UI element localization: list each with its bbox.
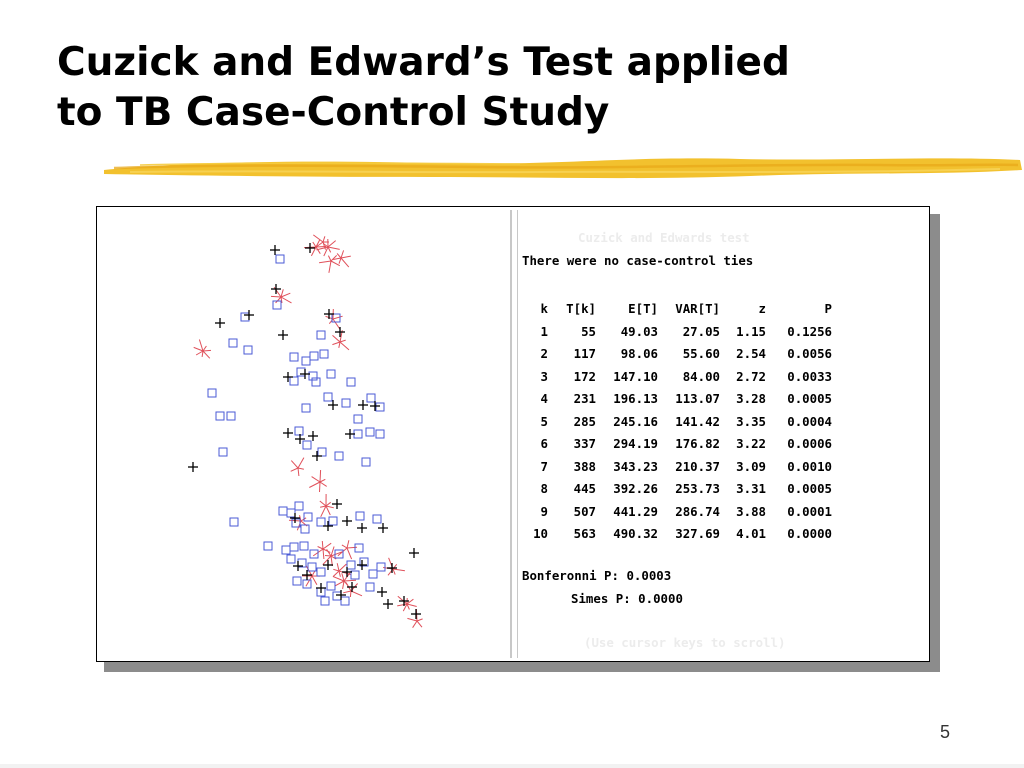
control-square-marker [327, 370, 335, 378]
results-row [518, 343, 832, 366]
case-link-line [341, 250, 344, 258]
control-square-marker [227, 412, 235, 420]
cell-e: 245.16 [613, 413, 658, 429]
control-square-marker [354, 415, 362, 423]
cell-e: 294.19 [613, 436, 658, 451]
control-square-marker [308, 563, 316, 571]
case-link-line [343, 591, 351, 593]
case-link-star [383, 558, 405, 576]
case-link-line [333, 319, 340, 329]
cell-t: 388 [573, 458, 596, 474]
case-plus-marker [383, 599, 393, 609]
cell-var: 27.05 [682, 323, 720, 339]
case-link-star [407, 609, 422, 628]
case-link-line [321, 506, 326, 517]
control-square-marker [366, 428, 374, 436]
control-square-marker [333, 592, 341, 600]
case-plus-marker [409, 548, 419, 558]
control-square-marker [317, 331, 325, 339]
case-plus-marker [377, 587, 387, 597]
control-square-marker [329, 517, 337, 525]
control-square-marker [318, 448, 326, 456]
cell-p: 0.0005 [787, 391, 832, 406]
case-link-line [325, 556, 331, 557]
control-square-marker [373, 515, 381, 523]
control-square-marker [297, 368, 305, 376]
case-link-line [312, 571, 315, 576]
cell-var: 113.07 [675, 391, 720, 406]
cell-e: 343.23 [613, 458, 658, 474]
cell-var: 55.60 [682, 346, 720, 361]
cell-k: 9 [540, 503, 548, 519]
case-link-line [320, 482, 321, 492]
map-plot-panel [100, 210, 512, 658]
case-link-line [339, 342, 340, 348]
case-link-line [203, 346, 206, 351]
results-row [518, 411, 832, 434]
control-square-marker [341, 597, 349, 605]
case-link-star [320, 494, 334, 517]
footer-rule [0, 764, 1024, 768]
cell-e: 196.13 [613, 391, 658, 406]
control-square-marker [300, 542, 308, 550]
control-square-marker [335, 452, 343, 460]
case-plus-marker [283, 372, 293, 382]
case-link-line [331, 255, 337, 261]
results-row [518, 523, 832, 546]
results-header-row [518, 298, 832, 321]
results-row [518, 388, 832, 411]
case-link-line [341, 256, 351, 258]
control-square-marker [321, 597, 329, 605]
case-control-map [100, 210, 510, 658]
control-square-marker [369, 570, 377, 578]
cell-t: 337 [573, 436, 596, 451]
control-square-marker [317, 518, 325, 526]
case-link-line [271, 296, 281, 297]
results-row [518, 501, 832, 524]
control-square-marker [290, 377, 298, 385]
col-header-t: T[k] [566, 301, 596, 316]
case-link-line [320, 479, 325, 482]
case-link-line [316, 247, 326, 248]
control-square-marker [312, 378, 320, 386]
case-plus-marker [357, 560, 367, 570]
control-square-marker [229, 339, 237, 347]
case-link-line [337, 563, 339, 571]
case-link-line [312, 576, 317, 585]
highlighter-underline [100, 150, 1024, 188]
case-link-line [328, 256, 331, 261]
cell-t: 285 [573, 413, 596, 429]
cell-p: 0.0001 [787, 503, 832, 519]
control-square-marker [351, 571, 359, 579]
control-square-marker [302, 357, 310, 365]
case-link-line [319, 261, 331, 263]
case-plus-marker [271, 284, 281, 294]
cell-t: 507 [573, 503, 596, 519]
results-row [518, 433, 832, 456]
case-plus-marker [312, 451, 322, 461]
analysis-window [96, 206, 930, 662]
control-square-marker [273, 301, 281, 309]
case-link-line [329, 261, 331, 273]
cell-z: 3.31 [736, 481, 766, 496]
ties-message: There were no case-control ties [522, 253, 754, 268]
case-link-line [339, 564, 346, 571]
cell-t: 117 [573, 346, 596, 361]
case-link-line [393, 569, 405, 571]
console-header: Cuzick and Edwards test [578, 230, 750, 245]
cell-var: 210.37 [675, 458, 720, 474]
case-link-line [340, 340, 346, 342]
case-link-line [342, 545, 347, 548]
case-plus-marker [270, 245, 280, 255]
slide-title [57, 38, 790, 138]
case-link-line [323, 543, 331, 549]
case-plus-marker [188, 462, 198, 472]
cell-t: 445 [573, 481, 596, 496]
case-link-line [326, 502, 331, 506]
cell-z: 3.28 [736, 391, 766, 406]
case-link-line [337, 254, 341, 259]
cell-k: 10 [533, 526, 548, 541]
cell-k: 4 [540, 391, 548, 406]
case-link-line [393, 569, 395, 575]
case-link-line [323, 549, 324, 559]
results-panel[interactable] [517, 210, 926, 658]
control-square-marker [301, 525, 309, 533]
case-link-line [320, 501, 326, 506]
cell-z: 3.22 [736, 436, 766, 451]
case-link-line [313, 242, 316, 247]
case-link-line [347, 540, 349, 548]
case-link-line [276, 297, 281, 303]
case-link-star [323, 547, 343, 566]
case-link-line [398, 596, 407, 604]
cell-t: 231 [573, 391, 596, 406]
results-body [518, 321, 832, 546]
results-row [518, 321, 832, 344]
case-link-line [397, 604, 407, 606]
control-square-marker [287, 555, 295, 563]
cell-z: 1.15 [736, 323, 766, 339]
cell-z: 3.35 [736, 413, 766, 429]
cell-k: 7 [540, 458, 548, 474]
case-plus-marker [387, 563, 397, 573]
cell-e: 49.03 [620, 323, 658, 339]
control-square-marker [327, 582, 335, 590]
control-square-marker [310, 550, 318, 558]
control-square-marker [347, 378, 355, 386]
cell-z: 2.54 [736, 346, 766, 361]
case-link-line [291, 461, 298, 468]
case-link-star [397, 596, 417, 611]
case-link-line [327, 549, 331, 556]
control-square-marker [376, 430, 384, 438]
control-square-marker [302, 404, 310, 412]
cell-p: 0.0033 [787, 368, 832, 384]
control-square-marker [241, 313, 249, 321]
cell-z: 2.72 [736, 368, 766, 384]
cell-k: 2 [540, 346, 548, 361]
cell-k: 6 [540, 436, 548, 451]
case-link-line [203, 350, 211, 351]
control-square-marker [366, 583, 374, 591]
control-square-marker [219, 448, 227, 456]
control-square-marker [377, 563, 385, 571]
control-square-marker [356, 512, 364, 520]
cell-e: 147.10 [613, 368, 658, 384]
cell-p: 0.0010 [787, 458, 832, 474]
control-square-marker [304, 513, 312, 521]
cell-p: 0.0000 [787, 526, 832, 541]
cell-t: 563 [573, 526, 596, 541]
cell-var: 141.42 [675, 413, 720, 429]
control-square-marker [355, 544, 363, 552]
case-link-line [281, 297, 292, 303]
case-link-line [328, 247, 340, 249]
case-link-line [196, 351, 203, 355]
col-header-k: k [540, 301, 548, 316]
case-link-line [335, 581, 344, 586]
case-link-line [322, 541, 323, 549]
case-link-line [417, 621, 422, 627]
control-square-marker [295, 502, 303, 510]
control-square-marker [293, 577, 301, 585]
case-plus-marker [411, 609, 421, 619]
case-link-line [199, 340, 203, 352]
cell-t: 172 [573, 368, 596, 384]
cell-e: 98.06 [620, 346, 658, 361]
results-row [518, 478, 832, 501]
case-plus-marker [278, 330, 288, 340]
case-link-line [328, 241, 336, 247]
control-square-marker [287, 509, 295, 517]
cell-var: 253.73 [675, 481, 720, 496]
cell-k: 5 [540, 413, 548, 429]
cell-e: 392.26 [613, 481, 658, 496]
cell-t: 55 [581, 323, 596, 339]
control-square-marker [303, 441, 311, 449]
case-link-line [312, 477, 320, 482]
case-link-line [331, 261, 340, 266]
case-link-star [332, 330, 349, 350]
slide-title-line-2: to TB Case-Control Study [57, 90, 610, 135]
case-link-line [333, 569, 339, 571]
control-square-marker [320, 350, 328, 358]
cell-p: 0.0005 [787, 481, 832, 496]
control-square-marker [264, 542, 272, 550]
col-header-p: P [824, 301, 832, 316]
case-plus-marker [342, 516, 352, 526]
cell-e: 490.32 [613, 526, 658, 541]
control-square-marker [230, 518, 238, 526]
cell-z: 3.88 [736, 503, 766, 519]
case-plus-marker [244, 310, 254, 320]
cell-z: 3.09 [736, 458, 766, 474]
case-plus-marker [283, 428, 293, 438]
page-number: 5 [940, 722, 951, 742]
case-link-line [333, 335, 341, 342]
bonferroni-line [522, 567, 671, 585]
results-table [518, 298, 832, 546]
cell-p: 0.1256 [787, 323, 832, 339]
scroll-hint: (Use cursor keys to scroll) [584, 635, 786, 650]
cell-z: 4.01 [736, 526, 766, 541]
control-square-marker [244, 346, 252, 354]
results-row [518, 366, 832, 389]
control-square-marker [309, 372, 317, 380]
cell-var: 84.00 [682, 368, 720, 384]
cell-var: 286.74 [675, 503, 720, 519]
control-square-marker [276, 255, 284, 263]
case-link-star [194, 340, 211, 359]
case-link-line [309, 482, 320, 488]
control-square-marker [342, 399, 350, 407]
cell-p: 0.0056 [787, 346, 832, 361]
cell-k: 3 [540, 368, 548, 384]
control-square-marker [279, 507, 287, 515]
col-header-z: z [758, 301, 766, 316]
control-square-marker [362, 458, 370, 466]
control-square-marker [208, 389, 216, 397]
bonferroni-label: Bonferonni P: [522, 568, 619, 583]
cell-e: 441.29 [613, 503, 658, 519]
case-plus-marker [308, 431, 318, 441]
case-link-line [203, 351, 210, 358]
cell-p: 0.0004 [787, 413, 832, 429]
case-link-star [333, 250, 351, 267]
control-square-marker [354, 430, 362, 438]
case-link-line [347, 548, 352, 559]
case-link-line [350, 591, 351, 597]
case-link-line [316, 247, 328, 250]
case-link-line [333, 576, 344, 581]
control-square-marker [310, 352, 318, 360]
control-square-marker [317, 568, 325, 576]
control-square-marker [347, 561, 355, 569]
case-plus-marker [357, 523, 367, 533]
cell-var: 176.82 [675, 436, 720, 451]
cell-var: 327.69 [675, 526, 720, 541]
case-link-line [413, 621, 417, 628]
case-plus-marker [215, 318, 225, 328]
control-square-marker [295, 427, 303, 435]
case-link-star [309, 470, 326, 492]
control-square-marker [376, 403, 384, 411]
case-link-line [340, 342, 349, 350]
control-square-marker [290, 353, 298, 361]
control-square-marker [324, 393, 332, 401]
control-square-marker [290, 543, 298, 551]
control-square-marker [367, 394, 375, 402]
case-plus-marker [378, 523, 388, 533]
col-header-var: VAR[T] [675, 301, 720, 316]
control-square-marker [216, 412, 224, 420]
case-link-line [313, 235, 323, 242]
case-plus-marker [347, 582, 357, 592]
case-link-line [323, 236, 325, 242]
case-link-line [332, 342, 340, 345]
results-row [518, 456, 832, 479]
col-header-e: E[T] [628, 301, 658, 316]
simes-line [571, 590, 683, 608]
case-link-line [333, 316, 343, 319]
case-plus-marker [335, 327, 345, 337]
case-link-line [333, 571, 339, 577]
cell-k: 8 [540, 481, 548, 496]
case-link-line [318, 547, 323, 550]
simes-label: Simes P: [571, 591, 631, 606]
case-link-line [338, 548, 347, 556]
slide-title-line-1: Cuzick and Edward’s Test applied [57, 40, 790, 85]
cell-k: 1 [540, 323, 548, 339]
case-link-line [344, 580, 356, 581]
case-link-line [291, 468, 298, 471]
cell-p: 0.0006 [787, 436, 832, 451]
case-link-line [298, 458, 304, 468]
simes-value: 0.0000 [638, 591, 683, 606]
case-link-line [320, 482, 327, 486]
case-link-line [417, 619, 423, 621]
case-link-star [319, 255, 340, 272]
case-link-line [341, 258, 349, 267]
case-link-line [298, 468, 304, 469]
case-link-line [339, 258, 341, 264]
case-link-line [298, 468, 299, 476]
case-link-star [291, 458, 304, 476]
case-link-line [320, 470, 321, 482]
control-square-marker [282, 546, 290, 554]
bonferroni-value: 0.0003 [626, 568, 672, 583]
